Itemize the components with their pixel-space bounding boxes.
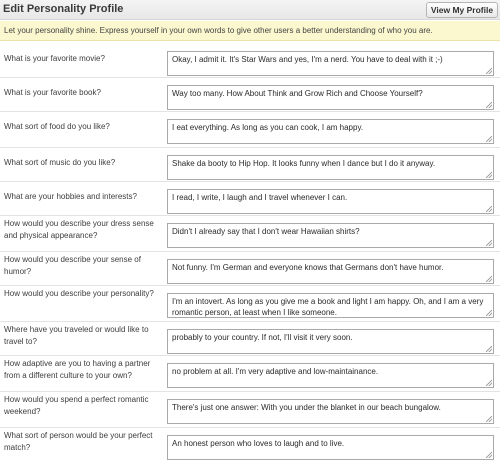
answer-textarea[interactable] xyxy=(167,155,494,180)
question-label: How would you describe your sense of humor? xyxy=(4,255,141,276)
page-title: Edit Personality Profile xyxy=(3,3,124,15)
answer-textarea[interactable] xyxy=(167,51,494,76)
resize-grip-icon[interactable] xyxy=(486,452,492,458)
answer-text: probably to your country. If not, I'll visit it very soon. xyxy=(172,333,353,342)
row-divider xyxy=(0,251,500,252)
row-divider xyxy=(0,321,500,322)
answer-text: I read, I write, I laugh and I travel whenever I can. xyxy=(172,193,348,202)
row-divider xyxy=(0,355,500,356)
row-divider xyxy=(0,181,500,182)
question-label: How would you describe your dress sense and physical appearance? xyxy=(4,219,154,240)
answer-text: Shake da booty to Hip Hop. It looks funny when I dance but I do it anyway. xyxy=(172,159,436,168)
question-label: What are your hobbies and interests? xyxy=(4,192,137,201)
answer-textarea[interactable] xyxy=(167,223,494,248)
resize-grip-icon[interactable] xyxy=(486,172,492,178)
question-label: What sort of food do you like? xyxy=(4,122,110,131)
answer-text: There's just one answer: With you under the blanket in our beach bungalow. xyxy=(172,403,441,412)
row-divider xyxy=(0,147,500,148)
question-label: How would you describe your personality? xyxy=(4,289,154,298)
view-my-profile-button[interactable]: View My Profile xyxy=(426,2,498,18)
question-label: How adaptive are you to having a partner from a different culture to your own? xyxy=(4,359,151,380)
answer-text: Not funny. I'm German and everyone knows that Germans don't have humor. xyxy=(172,263,444,272)
answer-text: An honest person who loves to laugh and to live. xyxy=(172,439,345,448)
row-divider xyxy=(0,77,500,78)
row-divider xyxy=(0,215,500,216)
answer-textarea[interactable] xyxy=(167,329,494,354)
question-label: Where have you traveled or would like to travel to? xyxy=(4,325,149,346)
row-divider xyxy=(0,111,500,112)
answer-text: I'm an intovert. As long as you give me a book and light I am happy. Oh, and I am a very romantic person, at least when I like someone. xyxy=(172,297,484,317)
resize-grip-icon[interactable] xyxy=(486,346,492,352)
resize-grip-icon[interactable] xyxy=(486,276,492,282)
resize-grip-icon[interactable] xyxy=(486,102,492,108)
row-divider xyxy=(0,391,500,392)
answer-textarea[interactable] xyxy=(167,363,494,388)
answer-text: I eat everything. As long as you can cook, I am happy. xyxy=(172,123,364,132)
answer-text: no problem at all. I'm very adaptive and low-maintainance. xyxy=(172,367,379,376)
resize-grip-icon[interactable] xyxy=(486,240,492,246)
page-header xyxy=(0,0,500,20)
question-label: What is your favorite book? xyxy=(4,88,101,97)
answer-textarea[interactable] xyxy=(167,259,494,284)
question-label: What is your favorite movie? xyxy=(4,54,105,63)
answer-textarea[interactable] xyxy=(167,293,494,318)
answer-textarea[interactable] xyxy=(167,189,494,214)
answer-text: Way too many. How About Think and Grow Rich and Choose Yourself? xyxy=(172,89,423,98)
intro-banner: Let your personality shine. Express yourself in your own words to give other users a better understanding of who you are. xyxy=(0,21,500,41)
row-divider xyxy=(0,285,500,286)
resize-grip-icon[interactable] xyxy=(486,136,492,142)
resize-grip-icon[interactable] xyxy=(486,416,492,422)
row-divider xyxy=(0,427,500,428)
resize-grip-icon[interactable] xyxy=(486,68,492,74)
resize-grip-icon[interactable] xyxy=(486,310,492,316)
answer-text: Okay, I admit it. It's Star Wars and yes, I'm a nerd. You have to deal with it ;-) xyxy=(172,55,443,64)
answer-textarea[interactable] xyxy=(167,119,494,144)
answer-textarea[interactable] xyxy=(167,85,494,110)
question-label: What sort of music do you like? xyxy=(4,158,116,167)
question-label: What sort of person would be your perfect match? xyxy=(4,431,153,452)
resize-grip-icon[interactable] xyxy=(486,380,492,386)
question-label: How would you spend a perfect romantic weekend? xyxy=(4,395,149,416)
resize-grip-icon[interactable] xyxy=(486,206,492,212)
answer-textarea[interactable] xyxy=(167,435,494,460)
answer-text: Didn't I already say that I don't wear Hawaiian shirts? xyxy=(172,227,360,236)
answer-textarea[interactable] xyxy=(167,399,494,424)
